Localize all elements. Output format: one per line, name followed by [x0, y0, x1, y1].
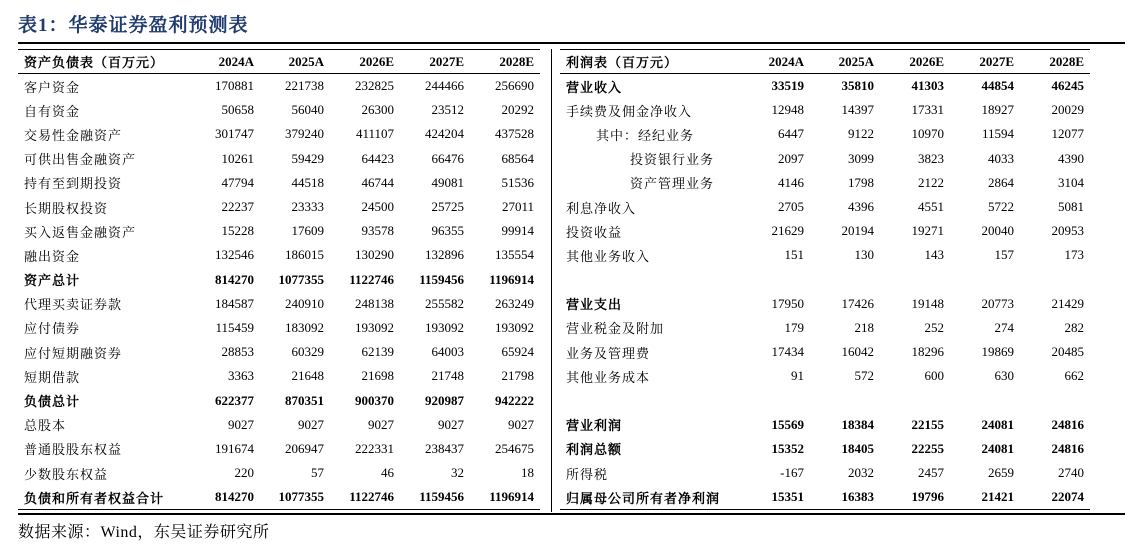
- row-value: 23512: [431, 102, 464, 118]
- row-value: 622377: [215, 392, 254, 408]
- row-value: 26300: [361, 102, 394, 118]
- income-header-year: 2028E: [1020, 50, 1090, 74]
- row-value: 15351: [740, 485, 810, 510]
- row-value: 437528: [495, 126, 534, 142]
- row-value: 2659: [988, 465, 1014, 481]
- table-row: [18, 98, 540, 122]
- row-value: 50658: [221, 102, 254, 118]
- row-value: [1020, 388, 1090, 412]
- row-value: 191674: [215, 440, 254, 456]
- row-value: 130: [854, 247, 874, 263]
- row-value: 91: [791, 368, 804, 384]
- row-value: [810, 388, 880, 412]
- income-header-year: 2026E: [880, 50, 950, 74]
- row-label: 营业支出: [566, 297, 623, 313]
- row-value: 32: [451, 465, 464, 481]
- balance-header-year: 2024A: [190, 50, 260, 74]
- row-value: 255582: [425, 295, 464, 311]
- row-value: 252: [924, 319, 944, 335]
- row-label: 营业收入: [566, 79, 623, 95]
- row-value: 218: [854, 319, 874, 335]
- row-value: 157: [994, 247, 1014, 263]
- row-value: -167: [780, 465, 804, 481]
- row-value: 184587: [215, 295, 254, 311]
- table-row: [560, 195, 1090, 219]
- income-header-label: 利润表（百万元）: [560, 50, 740, 74]
- row-value: 16042: [841, 344, 874, 360]
- row-value: 21648: [291, 368, 324, 384]
- row-value: 57: [311, 465, 324, 481]
- row-value: 46: [381, 465, 394, 481]
- row-value: [810, 268, 880, 292]
- row-value: 274: [994, 319, 1014, 335]
- row-value: 46245: [1051, 78, 1084, 94]
- row-value: 238437: [425, 440, 464, 456]
- row-value: 21429: [1051, 295, 1084, 311]
- source-note: 数据来源：Wind，东吴证券研究所: [18, 524, 270, 541]
- row-label: 负债和所有者权益合计: [18, 485, 190, 510]
- table-row: [560, 147, 1090, 171]
- row-value: 49081: [431, 174, 464, 190]
- row-value: 12948: [771, 102, 804, 118]
- row-value: 254675: [495, 440, 534, 456]
- table-row: [560, 98, 1090, 122]
- table-row: [18, 171, 540, 195]
- row-value: 1159456: [419, 271, 464, 287]
- table-row: [560, 388, 1090, 412]
- row-label: 资产管理业务: [630, 176, 715, 192]
- table-row: [18, 243, 540, 267]
- row-value: 9027: [368, 416, 394, 432]
- row-value: 1122746: [330, 485, 400, 510]
- row-label: 长期股权投资: [24, 200, 109, 216]
- table-row: [560, 171, 1090, 195]
- row-label: 应付债券: [24, 321, 81, 337]
- row-value: 24081: [981, 440, 1014, 456]
- row-value: 24816: [1051, 416, 1084, 432]
- table-row: [18, 340, 540, 364]
- row-value: 5722: [988, 199, 1014, 215]
- row-label: 投资收益: [566, 224, 623, 240]
- row-label: 其中：经纪业务: [596, 127, 695, 143]
- balance-header-row: [18, 50, 540, 74]
- table-row: [560, 74, 1090, 99]
- row-label: 普通股股东权益: [24, 442, 123, 458]
- row-label: 代理买卖证券款: [24, 297, 123, 313]
- row-value: 19271: [911, 223, 944, 239]
- table-row: [18, 461, 540, 485]
- row-value: 248138: [355, 295, 394, 311]
- row-label: 融出资金: [24, 248, 81, 264]
- row-label: 投资银行业务: [630, 152, 715, 168]
- table-row: [560, 292, 1090, 316]
- row-value: 600: [924, 368, 944, 384]
- row-value: 20029: [1051, 102, 1084, 118]
- row-label: 买入返售金融资产: [24, 224, 137, 240]
- row-value: 186015: [285, 247, 324, 263]
- row-value: 206947: [285, 440, 324, 456]
- row-value: 3104: [1058, 174, 1084, 190]
- table-row: [560, 122, 1090, 146]
- row-label: 短期借款: [24, 369, 81, 385]
- row-value: 21798: [501, 368, 534, 384]
- row-value: 1798: [848, 174, 874, 190]
- row-value: 173: [1064, 247, 1084, 263]
- row-value: 3363: [228, 368, 254, 384]
- row-label: [560, 388, 740, 412]
- table-row: [18, 437, 540, 461]
- row-value: 35810: [841, 78, 874, 94]
- row-value: 132546: [215, 247, 254, 263]
- row-value: 301747: [215, 126, 254, 142]
- row-value: 9027: [438, 416, 464, 432]
- row-label: 持有至到期投资: [24, 176, 123, 192]
- table-row: [560, 219, 1090, 243]
- row-label: 交易性金融资产: [24, 127, 123, 143]
- row-value: 21629: [771, 223, 804, 239]
- row-value: 379240: [285, 126, 324, 142]
- row-label: 资产总计: [24, 273, 81, 289]
- row-value: 1196914: [489, 271, 534, 287]
- row-value: 66476: [431, 150, 464, 166]
- row-value: 22074: [1020, 485, 1090, 510]
- table-row: [18, 147, 540, 171]
- row-label: 利润总额: [566, 442, 623, 458]
- row-value: 14397: [841, 102, 874, 118]
- row-value: 240910: [285, 295, 324, 311]
- row-value: 60329: [291, 344, 324, 360]
- row-value: 1159456: [400, 485, 470, 510]
- row-value: 64003: [431, 344, 464, 360]
- row-value: 19148: [911, 295, 944, 311]
- balance-header-year: 2028E: [470, 50, 540, 74]
- row-label: 客户资金: [24, 79, 81, 95]
- row-value: 59429: [291, 150, 324, 166]
- row-value: [950, 268, 1020, 292]
- row-label: 营业税金及附加: [566, 321, 665, 337]
- row-value: 170881: [215, 78, 254, 94]
- row-value: 21421: [950, 485, 1020, 510]
- row-value: 2864: [988, 174, 1014, 190]
- row-value: 17434: [771, 344, 804, 360]
- balance-header-label: 资产负债表（百万元）: [18, 50, 190, 74]
- row-value: 44854: [981, 78, 1014, 94]
- row-value: 5081: [1058, 199, 1084, 215]
- row-label: 负债总计: [24, 394, 81, 410]
- bottom-divider: [18, 513, 1125, 515]
- row-value: 193092: [355, 319, 394, 335]
- row-value: 17950: [771, 295, 804, 311]
- row-value: 18384: [841, 416, 874, 432]
- row-value: 222331: [355, 440, 394, 456]
- row-value: 47794: [221, 174, 254, 190]
- row-value: 21748: [431, 368, 464, 384]
- row-value: 2097: [778, 150, 804, 166]
- row-label: 自有资金: [24, 103, 81, 119]
- row-value: [880, 388, 950, 412]
- row-value: 151: [784, 247, 804, 263]
- row-value: 22155: [911, 416, 944, 432]
- row-label: 其他业务收入: [566, 248, 651, 264]
- table-row: [18, 485, 540, 510]
- row-value: 411107: [355, 126, 394, 142]
- row-value: 115459: [215, 319, 254, 335]
- row-value: 51536: [501, 174, 534, 190]
- row-value: 132896: [425, 247, 464, 263]
- row-value: 130290: [355, 247, 394, 263]
- table-row: [18, 219, 540, 243]
- row-value: 20040: [981, 223, 1014, 239]
- balance-header-year: 2025A: [260, 50, 330, 74]
- table-row: [18, 413, 540, 437]
- row-value: 24500: [361, 199, 394, 215]
- table-row: [560, 413, 1090, 437]
- row-value: 62139: [361, 344, 394, 360]
- row-label: 利息净收入: [566, 200, 637, 216]
- row-value: 282: [1064, 319, 1084, 335]
- row-value: 244466: [425, 78, 464, 94]
- row-value: 20485: [1051, 344, 1084, 360]
- table-row: [560, 316, 1090, 340]
- row-value: 25725: [431, 199, 464, 215]
- row-value: 18927: [981, 102, 1014, 118]
- table-row: [18, 122, 540, 146]
- row-value: 41303: [911, 78, 944, 94]
- row-label: 手续费及佣金净收入: [566, 103, 693, 119]
- row-value: 12077: [1051, 126, 1084, 142]
- row-value: 19869: [981, 344, 1014, 360]
- table-title: 表1：华泰证券盈利预测表: [18, 15, 249, 36]
- row-value: [880, 268, 950, 292]
- row-value: 193092: [495, 319, 534, 335]
- row-value: 18405: [841, 440, 874, 456]
- row-value: 15228: [221, 223, 254, 239]
- row-value: 2032: [848, 465, 874, 481]
- row-value: [740, 268, 810, 292]
- row-value: 96355: [431, 223, 464, 239]
- table-row: [18, 364, 540, 388]
- row-label: 业务及管理费: [566, 345, 651, 361]
- row-value: 99914: [501, 223, 534, 239]
- row-value: [1020, 268, 1090, 292]
- title-divider: [18, 42, 1125, 44]
- row-value: 24816: [1051, 440, 1084, 456]
- income-header-year: 2024A: [740, 50, 810, 74]
- table-row: [560, 437, 1090, 461]
- row-value: 27011: [501, 199, 534, 215]
- balance-header-year: 2026E: [330, 50, 400, 74]
- row-value: [740, 388, 810, 412]
- row-value: 870351: [285, 392, 324, 408]
- row-label: 可供出售金融资产: [24, 152, 137, 168]
- row-value: 18296: [911, 344, 944, 360]
- row-value: 44518: [291, 174, 324, 190]
- income-statement-table: [560, 49, 1090, 510]
- row-value: 2457: [918, 465, 944, 481]
- table-row: [18, 195, 540, 219]
- row-value: 68564: [501, 150, 534, 166]
- row-value: 4033: [988, 150, 1014, 166]
- table-row: [560, 461, 1090, 485]
- row-label: 所得税: [566, 466, 609, 482]
- row-value: 10970: [911, 126, 944, 142]
- row-value: 64423: [361, 150, 394, 166]
- table-row: [560, 243, 1090, 267]
- row-value: 221738: [285, 78, 324, 94]
- row-value: 18: [521, 465, 534, 481]
- row-value: 662: [1064, 368, 1084, 384]
- row-value: 9122: [848, 126, 874, 142]
- row-value: 15352: [771, 440, 804, 456]
- row-value: 20953: [1051, 223, 1084, 239]
- row-label: 归属母公司所有者净利润: [560, 485, 740, 510]
- table-divider: [551, 49, 552, 512]
- row-value: 179: [784, 319, 804, 335]
- row-value: 4146: [778, 174, 804, 190]
- row-label: 应付短期融资券: [24, 345, 123, 361]
- table-row: [560, 268, 1090, 292]
- row-value: 3823: [918, 150, 944, 166]
- row-value: 93578: [361, 223, 394, 239]
- row-value: 920987: [425, 392, 464, 408]
- row-value: 17331: [911, 102, 944, 118]
- table-row: [560, 364, 1090, 388]
- row-value: 20292: [501, 102, 534, 118]
- row-value: 1077355: [260, 485, 330, 510]
- row-value: 572: [854, 368, 874, 384]
- row-value: 16383: [810, 485, 880, 510]
- row-value: 28853: [221, 344, 254, 360]
- row-value: 20773: [981, 295, 1014, 311]
- row-value: 814270: [190, 485, 260, 510]
- row-value: 900370: [355, 392, 394, 408]
- row-value: 193092: [425, 319, 464, 335]
- row-value: 1122746: [349, 271, 394, 287]
- row-value: 1077355: [278, 271, 324, 287]
- row-label: 总股本: [24, 418, 67, 434]
- row-value: 9027: [228, 416, 254, 432]
- row-value: 23333: [291, 199, 324, 215]
- table-row: [18, 268, 540, 292]
- table-row: [560, 485, 1090, 510]
- row-value: 20194: [841, 223, 874, 239]
- row-value: [950, 388, 1020, 412]
- table-row: [560, 340, 1090, 364]
- row-value: 220: [234, 465, 254, 481]
- row-value: 256690: [495, 78, 534, 94]
- table-row: [18, 74, 540, 99]
- balance-header-year: 2027E: [400, 50, 470, 74]
- row-value: 10261: [221, 150, 254, 166]
- table-row: [18, 388, 540, 412]
- row-value: 21698: [361, 368, 394, 384]
- row-value: 24081: [981, 416, 1014, 432]
- row-value: 1196914: [470, 485, 540, 510]
- row-value: 183092: [285, 319, 324, 335]
- row-value: 135554: [495, 247, 534, 263]
- row-value: 19796: [880, 485, 950, 510]
- row-value: 6447: [778, 126, 804, 142]
- row-label: [560, 268, 740, 292]
- row-value: 46744: [361, 174, 394, 190]
- row-label: 少数股东权益: [24, 466, 109, 482]
- row-value: 65924: [501, 344, 534, 360]
- table-row: [18, 292, 540, 316]
- row-value: 17609: [291, 223, 324, 239]
- balance-sheet-table: [18, 49, 540, 510]
- row-value: 424204: [425, 126, 464, 142]
- row-value: 942222: [495, 392, 534, 408]
- row-value: 814270: [215, 271, 254, 287]
- row-value: 56040: [291, 102, 324, 118]
- row-value: 2740: [1058, 465, 1084, 481]
- row-value: 9027: [298, 416, 324, 432]
- row-value: 22255: [911, 440, 944, 456]
- row-value: 4551: [918, 199, 944, 215]
- income-header-year: 2027E: [950, 50, 1020, 74]
- row-value: 2122: [918, 174, 944, 190]
- row-value: 11594: [981, 126, 1014, 142]
- row-value: 33519: [771, 78, 804, 94]
- row-value: 9027: [508, 416, 534, 432]
- row-value: 232825: [355, 78, 394, 94]
- income-header-row: [560, 50, 1090, 74]
- income-header-year: 2025A: [810, 50, 880, 74]
- row-value: 263249: [495, 295, 534, 311]
- row-label: 营业利润: [566, 418, 623, 434]
- row-value: 143: [924, 247, 944, 263]
- row-value: 15569: [771, 416, 804, 432]
- table-row: [18, 316, 540, 340]
- row-value: 4396: [848, 199, 874, 215]
- row-label: 其他业务成本: [566, 369, 651, 385]
- row-value: 22237: [221, 199, 254, 215]
- row-value: 4390: [1058, 150, 1084, 166]
- row-value: 630: [994, 368, 1014, 384]
- row-value: 3099: [848, 150, 874, 166]
- row-value: 2705: [778, 199, 804, 215]
- row-value: 17426: [841, 295, 874, 311]
